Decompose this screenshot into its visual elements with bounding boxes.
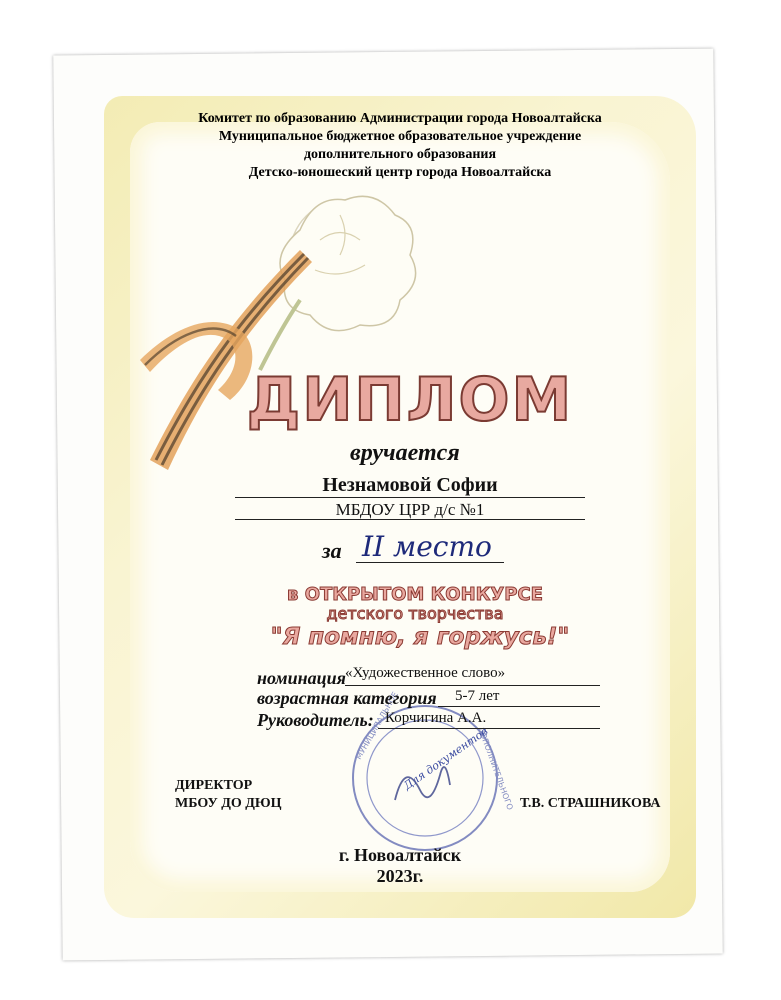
nomination-label: номинация [257, 668, 346, 688]
header-line-3: дополнительного образования [303, 147, 497, 162]
nomination-value: «Художественное слово» [345, 665, 506, 681]
header-line-4: Детско-юношеский центр города Новоалтайска [248, 165, 552, 180]
contest-line-1: в ОТКРЫТОМ КОНКУРСЕ [287, 584, 543, 605]
director-name: Т.В. СТРАШНИКОВА [520, 796, 661, 811]
footer-year: 2023г. [376, 866, 424, 886]
contest-name: "Я помню, я горжусь!" [270, 624, 570, 650]
place-underline [356, 562, 504, 563]
age-label: возрастная категория [257, 688, 437, 708]
svg-text:ДОПОЛНИТЕЛЬНОГО: ДОПОЛНИТЕЛЬНОГО [476, 725, 515, 812]
institution-name: МБДОУ ЦРР д/с №1 [335, 500, 485, 519]
awarded-label: вручается [350, 440, 460, 466]
age-value: 5-7 лет [455, 688, 500, 704]
nomination-underline [345, 685, 600, 686]
for-label: за [322, 538, 342, 563]
footer-city: г. Новоалтайск [338, 845, 462, 865]
ribbon-icon [140, 250, 312, 470]
recipient-name: Незнамовой Софии [322, 474, 498, 496]
leader-value: Корчигина А.А. [385, 710, 487, 726]
director-title: ДИРЕКТОР [175, 778, 253, 793]
stamp-text: Для документов [401, 724, 491, 793]
leader-underline [378, 728, 600, 729]
svg-text:МУНИЦИПАЛЬНОЕ: МУНИЦИПАЛЬНОЕ [353, 690, 400, 761]
age-underline [438, 706, 600, 707]
institution-underline [235, 519, 585, 520]
leader-label: Руководитель: [257, 710, 374, 730]
diploma-title: ДИПЛОМ [246, 365, 574, 435]
header-line-2: Муниципальное бюджетное образовательное учреждение [218, 129, 582, 144]
recipient-underline [235, 497, 585, 498]
place-handwritten: II место [362, 530, 492, 563]
header-line-1: Комитет по образованию Администрации города Новоалтайска [198, 111, 602, 126]
director-org: МБОУ ДО ДЮЦ [175, 796, 282, 811]
contest-line-2: детского творчества [326, 604, 504, 623]
